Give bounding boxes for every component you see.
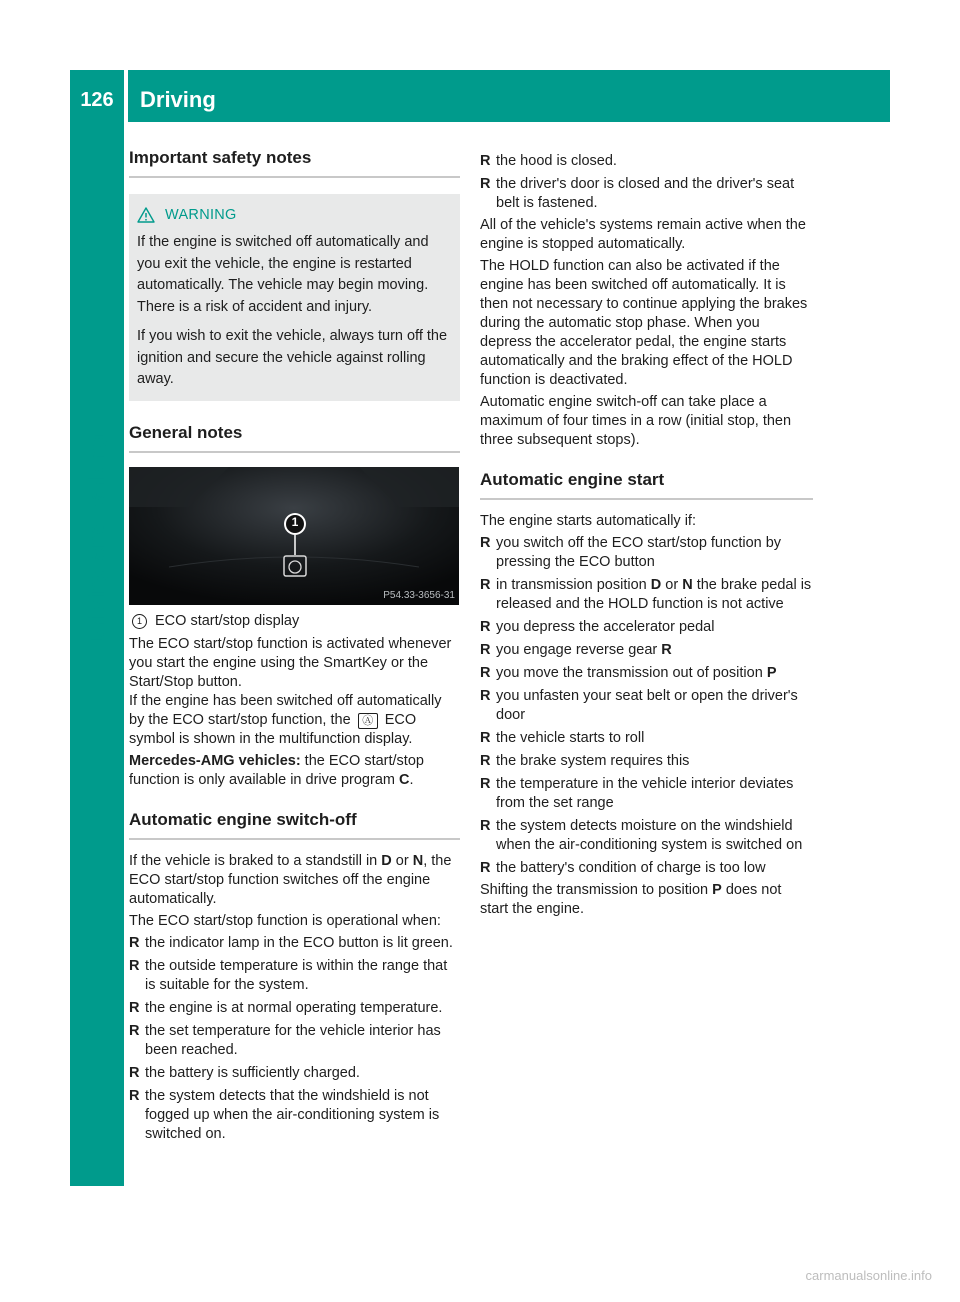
switch-off-p1-d: D	[381, 852, 392, 869]
bullet-icon: R	[480, 535, 491, 551]
bullet-icon: R	[480, 818, 491, 834]
list-item	[129, 999, 460, 1018]
max-switch-off-paragraph: Automatic engine switch-off can take place a maximum of four times in a row (initial stop, then three subsequent stops).	[480, 394, 792, 448]
eco-display-figure	[129, 467, 459, 605]
chapter-title: Driving	[140, 87, 216, 112]
gear-d-label: D	[650, 577, 662, 593]
warning-label: WARNING	[165, 207, 237, 223]
list-item	[480, 641, 813, 660]
general-paragraph-1: The ECO start/stop function is activated whenever you start the engine using the SmartKey or the Start/Stop button.	[129, 635, 452, 690]
list-item	[480, 752, 813, 771]
bullet-icon: R	[480, 577, 491, 593]
list-item-text: the vehicle starts to roll	[496, 730, 645, 746]
bullet-icon: R	[480, 153, 491, 169]
hold-function-paragraph: The HOLD function can also be activated if the engine has been switched off automatically. It is then not necessary to continue applying the brakes during the automatic stop phase. When you depress the accelerator pedal, the engine starts automatically and the braking effect of the HOLD function is deactivated.	[480, 258, 808, 388]
figure-code: P54.33-3656-31	[383, 589, 455, 601]
list-item	[129, 1064, 460, 1083]
bullet-icon: R	[480, 730, 491, 746]
figure-callout-number: 1	[291, 514, 299, 529]
amg-note	[129, 752, 460, 790]
bullet-icon: R	[129, 1022, 140, 1039]
switch-off-p1-end: , the ECO start/stop function switches off the engine automatically.	[129, 852, 452, 907]
list-item	[129, 957, 460, 995]
bullet-icon: R	[480, 619, 491, 635]
gear-n-label: N	[682, 577, 693, 593]
list-item-text: or	[661, 577, 683, 593]
switch-off-p1-or: or	[391, 852, 413, 869]
list-item-text: the brake pedal is released and the HOLD function is not active	[496, 577, 812, 612]
gear-p-label: P	[712, 882, 722, 898]
bullet-icon: R	[480, 776, 491, 792]
list-item-text: in transmission position	[496, 577, 651, 593]
list-item	[480, 618, 813, 637]
amg-program: C	[399, 771, 410, 788]
list-item	[480, 534, 813, 572]
engine-start-heading: Automatic engine start	[480, 470, 813, 500]
systems-active-paragraph: All of the vehicle's systems remain active when the engine is stopped automatically.	[480, 217, 806, 252]
engine-start-intro: The engine starts automatically if:	[480, 513, 696, 529]
list-item-text: the battery's condition of charge is too low	[496, 860, 766, 876]
list-item-text: the indicator lamp in the ECO button is lit green.	[145, 934, 453, 951]
header-divider	[124, 70, 128, 122]
callout-1-icon: 1	[132, 614, 147, 629]
eco-display-illustration	[129, 467, 459, 605]
bullet-icon: R	[129, 999, 140, 1016]
gear-r-label: R	[661, 642, 672, 658]
bullet-icon: R	[129, 1064, 140, 1081]
list-item-text: you move the transmission out of position	[496, 665, 767, 681]
list-item	[480, 775, 813, 813]
list-item-text: the temperature in the vehicle interior deviates from the set range	[496, 776, 794, 811]
list-item	[480, 687, 813, 725]
right-column	[480, 152, 813, 919]
list-item	[129, 934, 460, 953]
callout-text: ECO start/stop display	[155, 612, 300, 629]
side-tab	[70, 122, 124, 1186]
switch-off-conditions-continued	[480, 152, 813, 213]
list-item-text: you engage reverse gear	[496, 642, 662, 658]
list-item-text: the engine is at normal operating temperature.	[145, 999, 443, 1016]
bullet-icon: R	[480, 860, 491, 876]
list-item	[480, 859, 813, 878]
list-item-text: the brake system requires this	[496, 753, 690, 769]
list-item-text: the outside temperature is within the range that is suitable for the system.	[145, 957, 448, 993]
page-number: 126	[80, 89, 114, 111]
eco-symbol-icon: Ⓐ	[358, 713, 378, 729]
list-item	[480, 729, 813, 748]
closing-paragraph	[480, 881, 813, 919]
warning-text-2: If you wish to exit the vehicle, always turn off the ignition and secure the vehicle against rolling away.	[137, 328, 448, 387]
bullet-icon: R	[480, 688, 491, 704]
list-item-text: you switch off the ECO start/stop function by pressing the ECO button	[496, 535, 782, 570]
general-notes-heading: General notes	[129, 423, 460, 453]
switch-off-heading: Automatic engine switch-off	[129, 810, 460, 840]
list-item-text: the system detects moisture on the windshield when the air-conditioning system is switched on	[496, 818, 803, 853]
list-item-text: the system detects that the windshield is not fogged up when the air-conditioning system is switched on.	[145, 1087, 440, 1142]
list-item-text: you unfasten your seat belt or open the driver's door	[496, 688, 798, 723]
list-item	[480, 664, 813, 683]
bullet-icon: R	[129, 957, 140, 974]
list-item-text: you depress the accelerator pedal	[496, 619, 715, 635]
left-column	[129, 148, 460, 1144]
switch-off-paragraph-1	[129, 852, 460, 909]
list-item-text: the set temperature for the vehicle interior has been reached.	[145, 1022, 441, 1058]
warning-triangle-icon	[137, 207, 155, 223]
switch-off-p1-start: If the vehicle is braked to a standstill in	[129, 852, 382, 869]
bullet-icon: R	[129, 934, 140, 951]
general-paragraph-2-end: ECO symbol is shown in the multifunction display.	[129, 711, 417, 747]
bullet-icon: R	[480, 642, 491, 658]
closing-text-start: Shifting the transmission to position	[480, 882, 713, 898]
list-item	[480, 576, 813, 614]
closing-text-end: does not start the engine.	[480, 882, 782, 917]
side-tab-title: Driving and parking	[84, 433, 109, 644]
side-tab-title-wrap	[83, 433, 111, 644]
watermark: carmanualsonline.info	[805, 1268, 932, 1283]
list-item	[480, 817, 813, 855]
figure-callout	[129, 612, 460, 631]
amg-text-end: .	[409, 771, 414, 788]
bullet-icon: R	[480, 176, 491, 192]
list-item-text: the driver's door is closed and the driver's seat belt is fastened.	[496, 176, 795, 211]
safety-notes-heading: Important safety notes	[129, 148, 460, 178]
switch-off-p1-n: N	[412, 852, 424, 869]
list-item	[480, 175, 813, 213]
bullet-icon: R	[480, 665, 491, 681]
list-item-text: the battery is sufficiently charged.	[145, 1064, 360, 1081]
warning-text-1: If the engine is switched off automatically and you exit the vehicle, the engine is restarted automatically. The vehicle may begin moving. There is a risk of accident and injury.	[137, 234, 429, 315]
amg-text-start: the ECO start/stop function is only available in drive program	[129, 752, 424, 788]
gear-p-label: P	[766, 665, 777, 681]
general-paragraph-2	[129, 692, 460, 749]
general-paragraph-2-start: If the engine has been switched off automatically by the ECO start/stop function, the	[129, 692, 442, 728]
list-item-text: the hood is closed.	[496, 153, 617, 169]
bullet-icon: R	[129, 1087, 140, 1104]
engine-start-conditions-list	[480, 534, 813, 878]
list-item	[129, 1022, 460, 1060]
switch-off-paragraph-2: The ECO start/stop function is operational when:	[129, 912, 441, 929]
bullet-icon: R	[480, 753, 491, 769]
warning-box	[129, 194, 460, 401]
amg-label: Mercedes-AMG vehicles:	[129, 752, 301, 769]
list-item	[129, 1087, 460, 1144]
warning-header	[137, 207, 452, 223]
switch-off-conditions-list	[129, 934, 460, 1144]
list-item	[480, 152, 813, 171]
